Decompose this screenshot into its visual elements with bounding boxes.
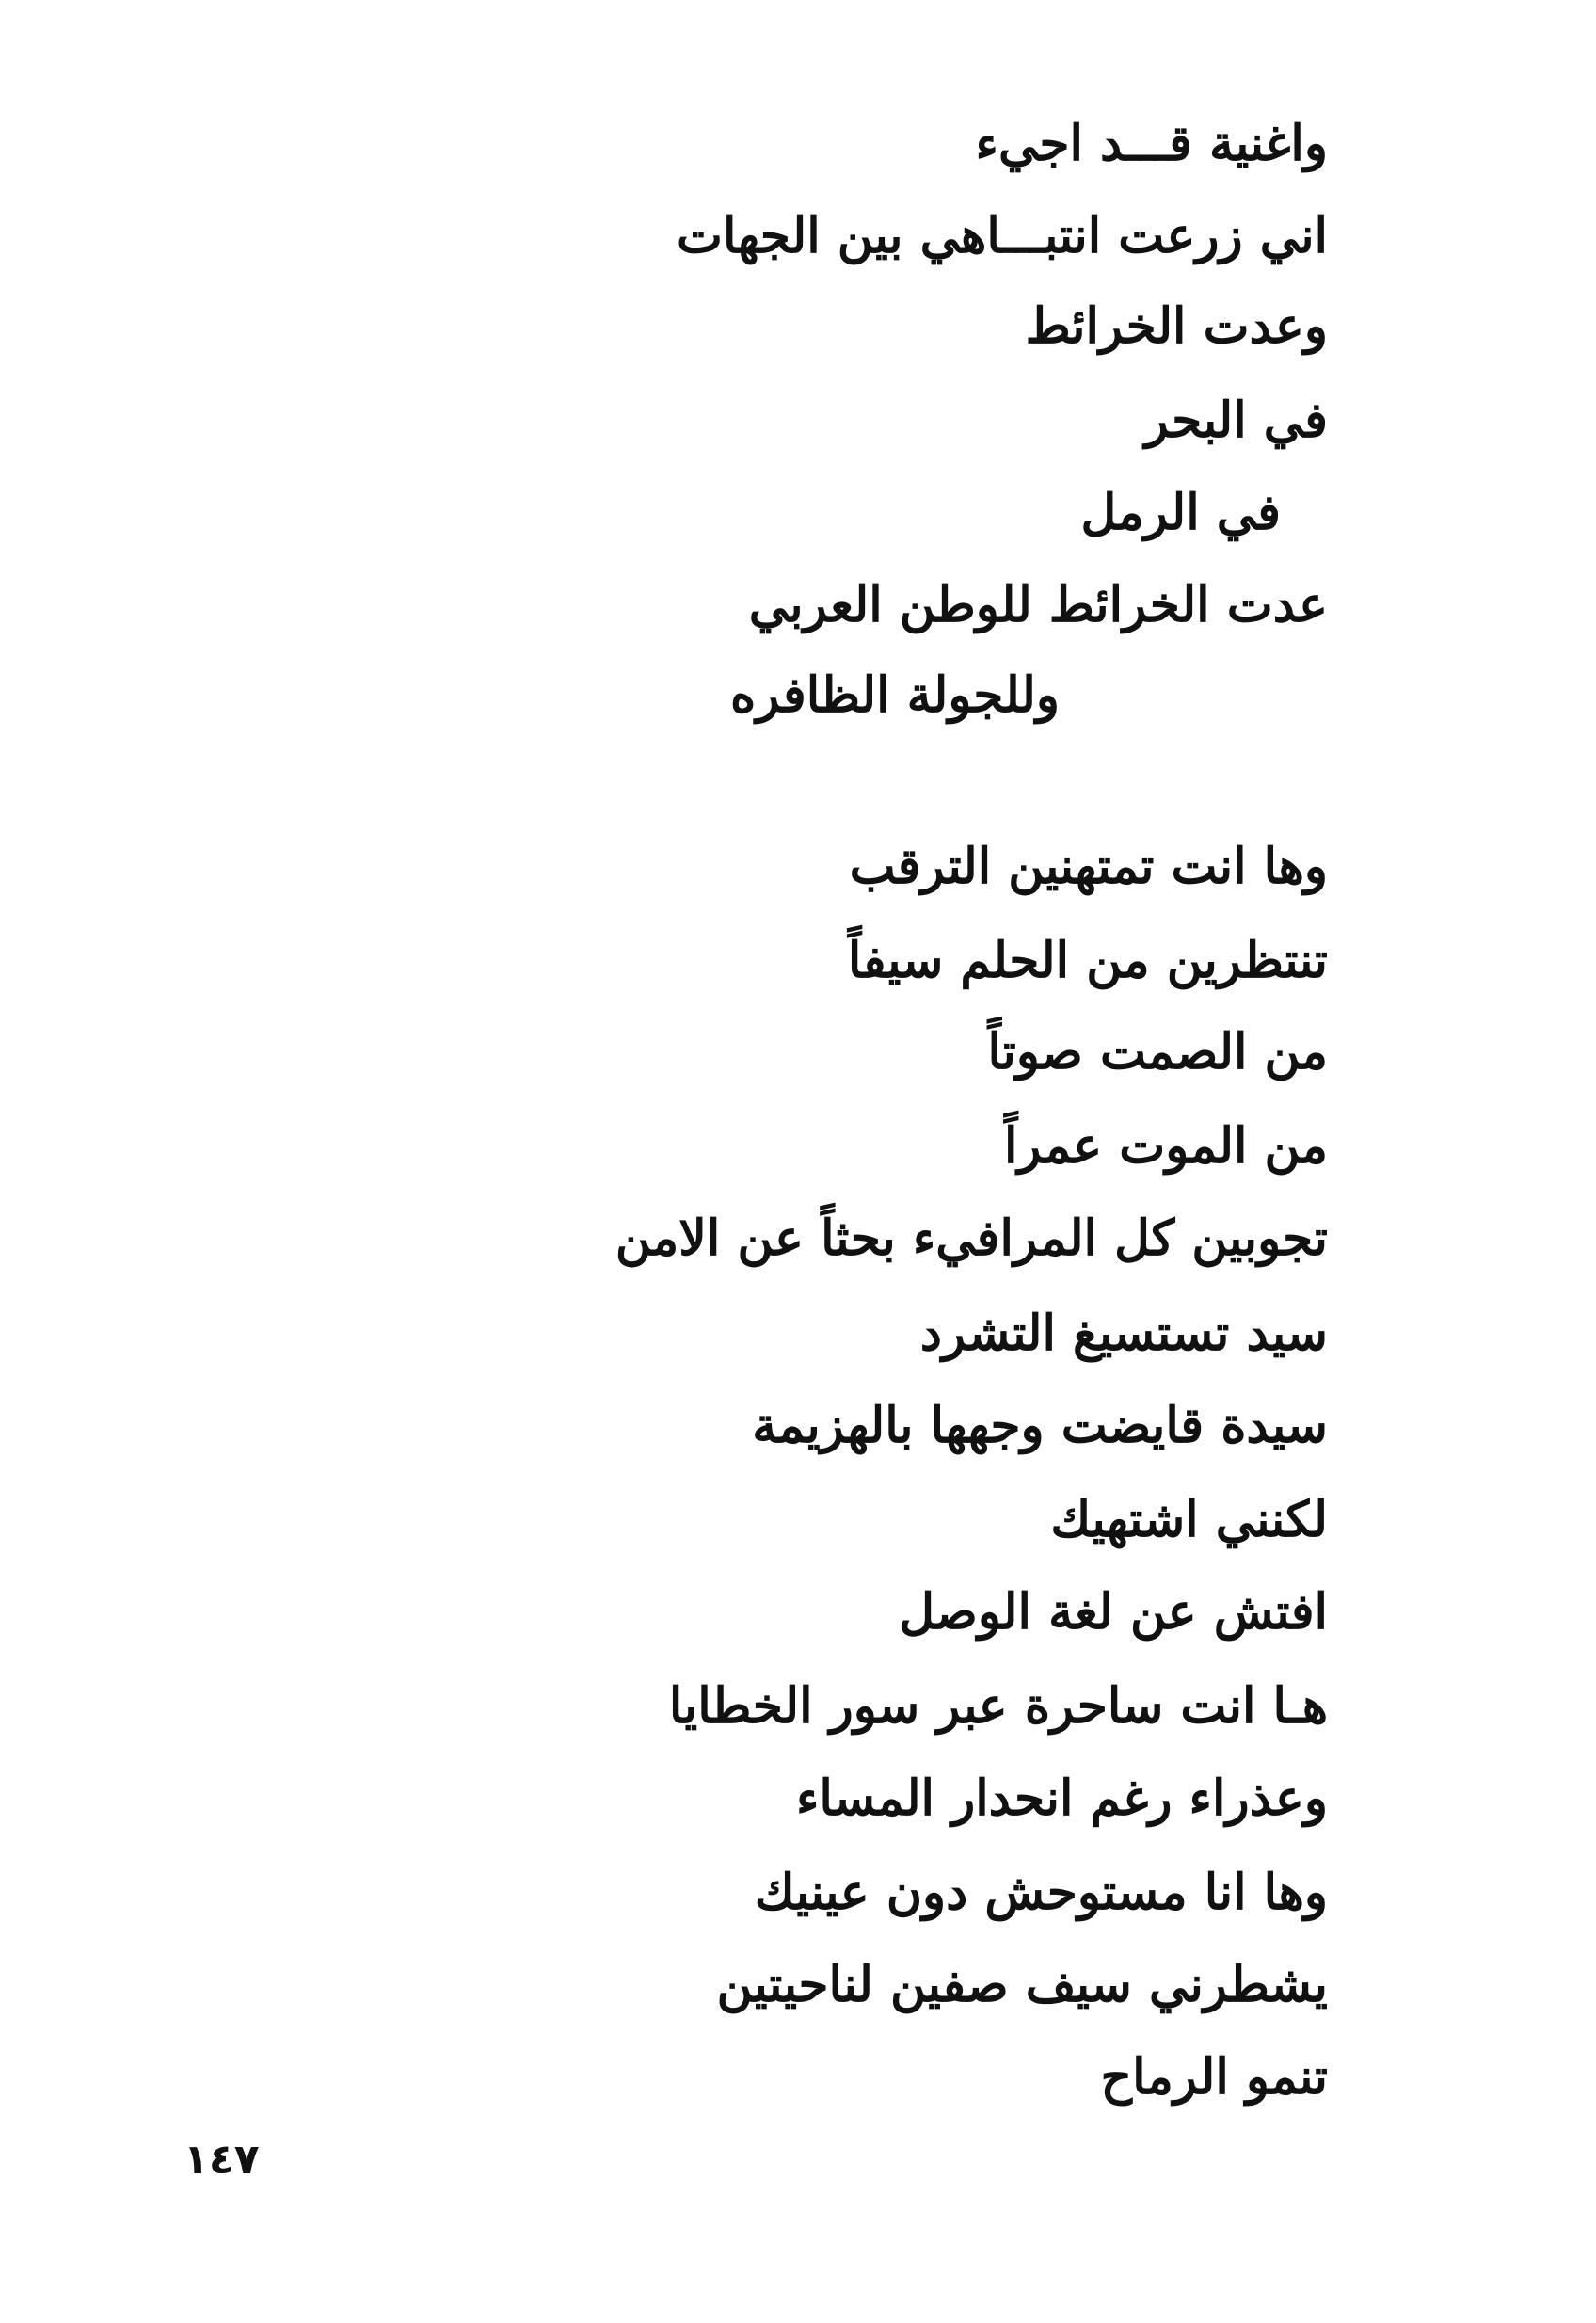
- poem-line: من الموت عمراً: [1003, 1117, 1328, 1175]
- poem-line: وها انا مستوحش دون عينيك: [754, 1864, 1328, 1921]
- poem-line: وللجولة الظافره: [729, 666, 1060, 724]
- poem-line: سيد تستسيغ التشرد: [919, 1305, 1328, 1362]
- poem-line: عدت الخرائط للوطن العربي: [748, 576, 1328, 633]
- page-number: ١٤٧: [184, 2136, 260, 2184]
- poem-line: في الرمل: [1080, 484, 1281, 541]
- poem-line: وعذراء رغم انحدار المساء: [795, 1770, 1328, 1827]
- poem-line: افتش عن لغة الوصل: [899, 1583, 1328, 1641]
- poem-line: في البحر: [1144, 392, 1328, 449]
- poem-line: من الصمت صوتاً: [987, 1023, 1328, 1081]
- poem-line: تجوبين كل المرافيء بحثاً عن الامن: [614, 1210, 1328, 1267]
- poem-line: واغنية قـــد اجيء: [975, 115, 1328, 172]
- poem-line: سيدة قايضت وجهها بالهزيمة: [752, 1397, 1328, 1454]
- poem-line: تنمو الرماح: [1100, 2048, 1328, 2106]
- poem-line: وها انت تمتهنين الترقب: [849, 838, 1328, 895]
- poem-line: اني زرعت انتبـــاهي بين الجهات: [677, 207, 1328, 264]
- poem-line: وعدت الخرائط: [1025, 297, 1328, 355]
- poem-line: هـا انت ساحرة عبر سور الخطايا: [668, 1677, 1328, 1735]
- poem-line: تنتظرين من الحلم سيفاً: [847, 932, 1328, 989]
- poem-line: يشطرني سيف صفين لناحيتين: [716, 1956, 1328, 2013]
- poem-line: لكنني اشتهيك: [1050, 1491, 1328, 1548]
